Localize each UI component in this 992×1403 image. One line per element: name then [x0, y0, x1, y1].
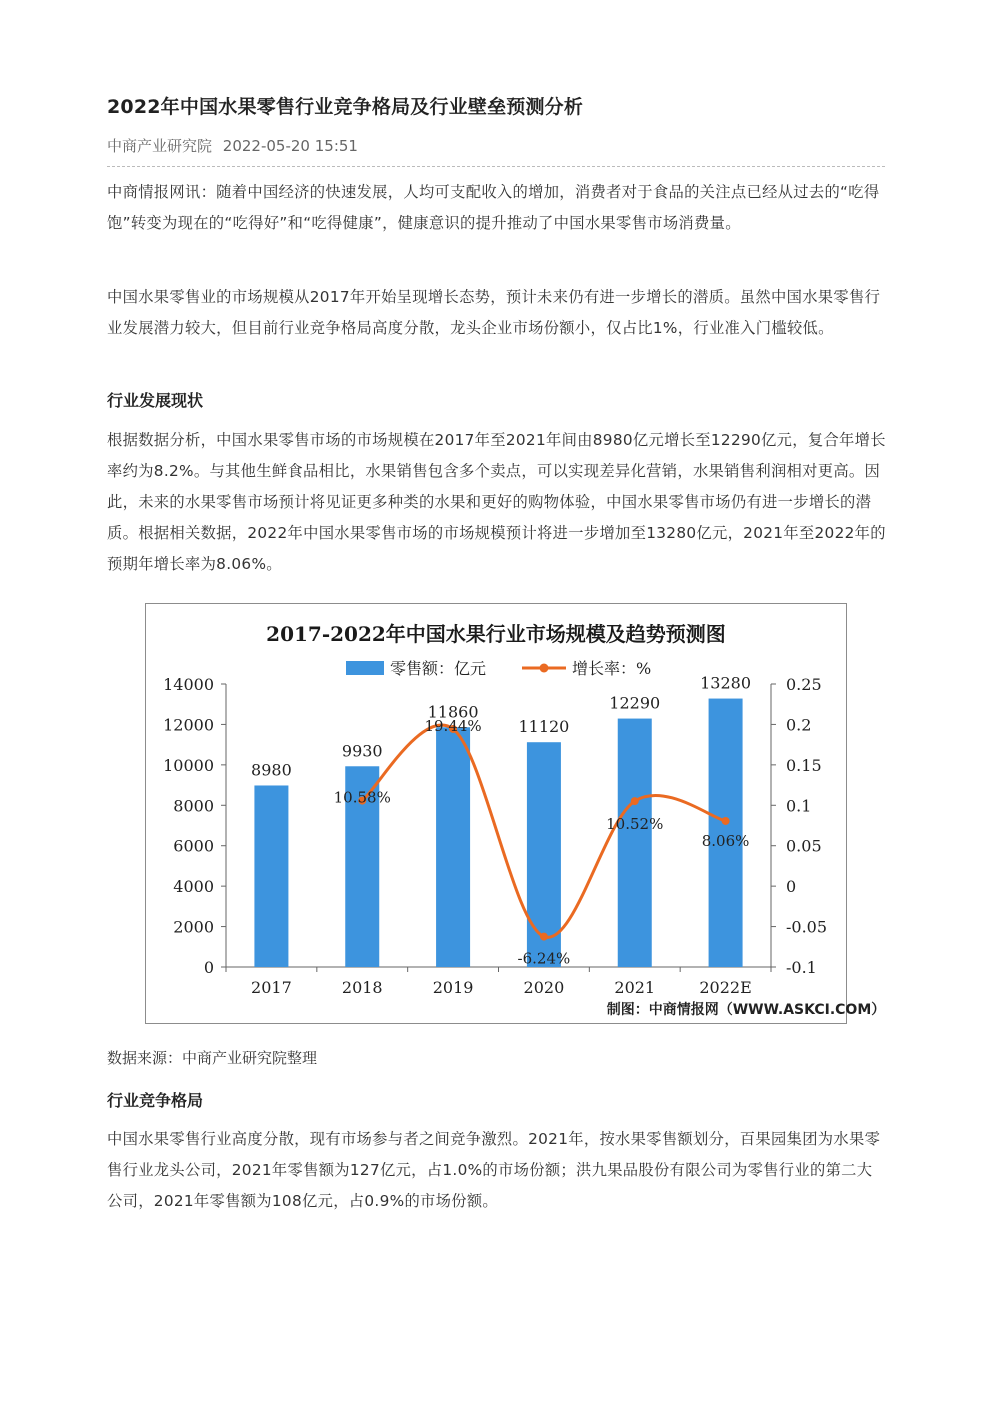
growth-point-2021: [631, 797, 639, 805]
y-right-tick-label: 0.25: [786, 675, 822, 694]
x-tick-label: 2019: [432, 978, 474, 997]
y-right-tick-label: -0.05: [786, 917, 828, 937]
y-left-tick-label: 6000: [173, 836, 214, 856]
legend-line-label: 增长率：%: [572, 659, 652, 678]
article-datetime: 2022-05-20 15:51: [222, 137, 358, 155]
y-left-tick-label: 0: [203, 958, 214, 977]
paragraph-competition: 中国水果零售行业高度分散，现有市场参与者之间竞争激烈。2021年，按水果零售额划分，百果园集团为水果零售行业龙头公司，2021年零售额为127亿元，占1.0%的市场份额；洪九果品股份有限公司为零售行业的第二大公司，2021年零售额为108亿元，占0.9%的市场份额。: [107, 1130, 881, 1210]
y-left-tick-label: 8000: [173, 796, 214, 816]
article-source: 中商产业研究院: [107, 137, 213, 155]
bar-value-label: 11120: [518, 717, 570, 737]
y-right-tick-label: 0.1: [786, 796, 812, 816]
x-tick-label: 2020: [523, 978, 565, 997]
bar-value-label: 13280: [700, 673, 752, 693]
growth-value-label: 10.58%: [333, 788, 391, 807]
bar-value-label: 12290: [609, 693, 661, 713]
bar-2019: [436, 727, 470, 967]
bar-value-label: 8980: [251, 760, 292, 780]
paragraph-market-scale: 中国水果零售业的市场规模从2017年开始呈现增长态势，预计未来仍有进一步增长的潜质。虽然中国水果零售行业发展潜力较大，但目前行业竞争格局高度分散，龙头企业市场份额小，仅占比1%，行业准入门槛较低。: [107, 288, 881, 337]
divider: [107, 166, 885, 167]
chart-svg: [146, 604, 886, 1023]
bar-value-label: 9930: [341, 741, 383, 761]
section-heading-competition: 行业竞争格局: [107, 1091, 204, 1110]
chart-credit: 制图：中商情报网（WWW.ASKCI.COM）: [606, 1002, 886, 1018]
growth-value-label: -6.24%: [517, 949, 571, 968]
market-chart: [145, 603, 886, 1024]
y-left-tick-label: 4000: [173, 877, 214, 897]
bar-2021: [618, 719, 652, 967]
article-meta: [107, 135, 364, 156]
bar-value-label: 11860: [427, 702, 479, 722]
growth-point-2022E: [722, 817, 730, 825]
y-right-tick-label: 0.05: [786, 836, 822, 856]
legend-bar-label: 零售额：亿元: [390, 659, 487, 678]
paragraph-analysis: 根据数据分析，中国水果零售市场的市场规模在2017年至2021年间由8980亿元增长至12290亿元，复合年增长率约为8.2%。与其他生鲜食品相比，水果销售包含多个卖点，可以实现差异化营销，水果销售利润相对更高。因此，未来的水果零售市场预计将见证更多种类的水果和更好的购物体验，中国水果零售市场仍有进一步增长的潜质。根据相关数据，2022年中国水果零售市场的市场规模预计将进一步增加至13280亿元，2021年至2022年的预期年增长率为8.06%。: [107, 431, 886, 573]
growth-point-2020: [540, 933, 548, 941]
y-left-tick-label: 14000: [163, 675, 214, 694]
growth-value-label: 8.06%: [701, 831, 750, 850]
legend-line-marker: [540, 664, 549, 673]
y-right-tick-label: 0.15: [786, 755, 822, 775]
x-tick-label: 2017: [251, 978, 292, 997]
article-title: 2022年中国水果零售行业竞争格局及行业壁垒预测分析: [107, 96, 584, 118]
y-right-tick-label: -0.1: [786, 958, 817, 977]
y-right-tick-label: 0: [786, 877, 797, 897]
y-left-tick-label: 12000: [163, 715, 214, 735]
paragraph-intro: 中商情报网讯：随着中国经济的快速发展，人均可支配收入的增加，消费者对于食品的关注点已经从过去的“吃得饱”转变为现在的“吃得好”和“吃得健康”，健康意识的提升推动了中国水果零售市场消费量。: [107, 183, 880, 232]
chart-title: 2017-2022年中国水果行业市场规模及趋势预测图: [266, 622, 726, 646]
y-left-tick-label: 2000: [173, 917, 214, 937]
x-tick-label: 2021: [614, 978, 656, 997]
growth-value-label: 10.52%: [606, 815, 664, 834]
x-tick-label: 2018: [341, 978, 383, 997]
legend-bar-swatch: [346, 661, 384, 675]
y-right-tick-label: 0.2: [786, 715, 812, 735]
data-source-note: 数据来源：中商产业研究院整理: [107, 1049, 318, 1067]
bar-2017: [254, 785, 288, 967]
y-left-tick-label: 10000: [163, 755, 214, 775]
growth-value-label: 19.44%: [424, 716, 482, 735]
x-tick-label: 2022E: [699, 978, 752, 997]
section-heading-status: 行业发展现状: [107, 391, 204, 410]
